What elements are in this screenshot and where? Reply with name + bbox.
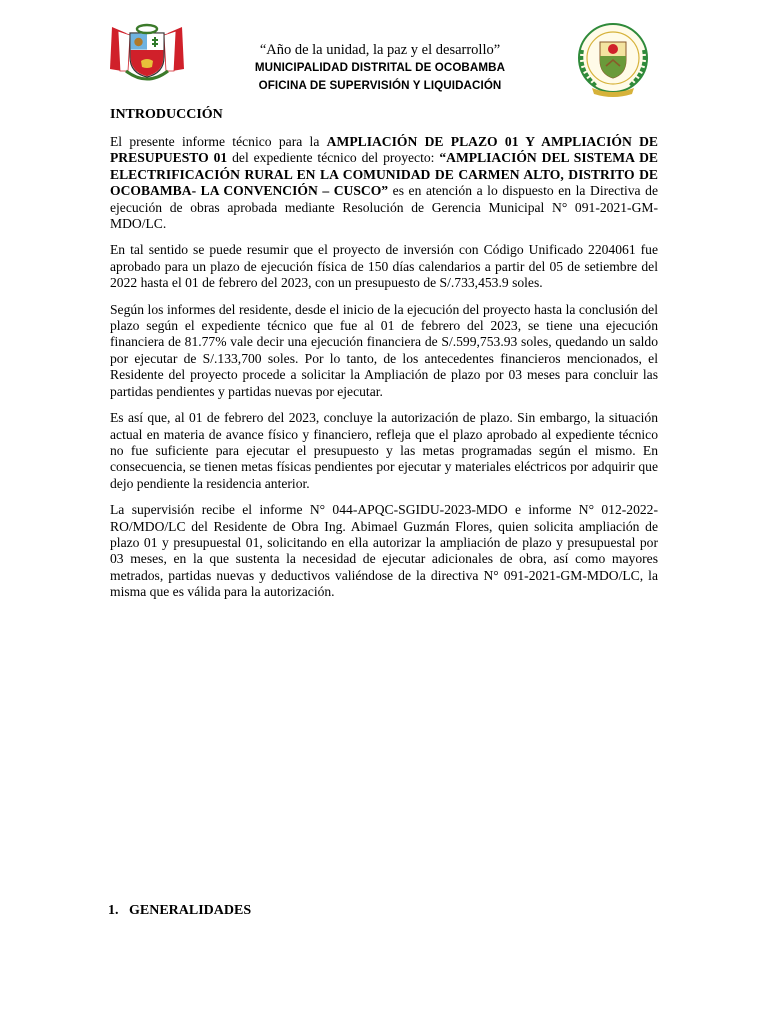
paragraph-1-bold-project-name: “AMPLIACIÓN DEL SISTEMA DE ELECTRIFICACIÓN RURAL EN LA COMUNIDAD DE CARMEN ALTO, DISTRITO DE OCOBAMBA- LA CONVENCIÓN – CUSCO” xyxy=(110,150,658,199)
letterhead-text xyxy=(210,41,550,95)
paragraph-1-text-a: El presente informe técnico para la xyxy=(110,134,327,149)
paragraph-1-bold-scope: AMPLIACIÓN DE PLAZO 01 Y AMPLIACIÓN DE PRESUPUESTO 01 xyxy=(110,134,658,166)
report-body xyxy=(110,106,658,611)
paragraph-5: La supervisión recibe el informe N° 044-APQC-SGIDU-2023-MDO e informe N° 012-2022-RO/MDO/LC del Residente de Obra Ing. Abimael Guzmán Flores, quien solicita ampliación de plazo 01 y presupuestal 01, solicitando en ella autorizar la ampliación de plazo y presupuestal por 03 meses, en la que sustenta la necesidad de ejecutar adicionales de obra, así como mayores metrados, partidas nuevas y deductivos valiéndose de la directiva N° 091-2021-GM-MDO/LC, la misma que es válida para la autorización. xyxy=(110,502,658,600)
paragraph-3: Según los informes del residente, desde el inicio de la ejecución del proyecto hasta la conclusión del plazo según el expediente técnico que fue al 01 de febrero del 2023, se tiene una ejecución financiera de 81.77% vale decir una ejecución financiera de S/.599,753.93 soles, quedando un saldo por ejecutar de S/.133,700 soles. Por lo tanto, de los antecedentes financieros mencionados, el Residente del proyecto procede a solicitar la Ampliación de plazo por 03 meses para concluir las partidas pendientes y partidas nuevas por ejecutar. xyxy=(110,301,658,399)
peru-coat-of-arms-icon xyxy=(108,23,186,85)
section-title: GENERALIDADES xyxy=(129,903,252,918)
ocobamba-municipal-seal-icon xyxy=(570,20,656,100)
section-title-introduction: INTRODUCCIÓN xyxy=(110,107,223,122)
letterhead xyxy=(100,20,660,102)
paragraph-4: Es así que, al 01 de febrero del 2023, concluye la autorización de plazo. Sin embargo, la situación actual en materia de avance físico y financiero, refleja que el plazo aprobado al expediente técnico no fue suficiente para ejecutar el presupuesto y las metas programadas según el mismo. En consecuencia, se tienen metas físicas pendientes por ejecutar y materiales eléctricos por adquirir que dejo pendiente la residencia anterior. xyxy=(110,410,658,491)
paragraph-2: En tal sentido se puede resumir que el proyecto de inversión con Código Unificado 2204061 fue aprobado para un plazo de ejecución física de 150 días calendarios a partir del 05 de setiembre del 2022 hasta el 01 de febrero del 2023, con un presupuesto de S/.733,453.9 soles. xyxy=(110,242,658,291)
office-name: OFICINA DE SUPERVISIÓN Y LIQUIDACIÓN xyxy=(258,79,502,92)
paragraph-1 xyxy=(110,134,658,232)
municipality-name: MUNICIPALIDAD DISTRITAL DE OCOBAMBA xyxy=(254,61,506,74)
year-motto: “Año de la unidad, la paz y el desarrollo” xyxy=(259,42,501,58)
paragraph-1-text-c: del expediente técnico del proyecto: xyxy=(227,150,440,166)
section-heading-generalidades xyxy=(108,903,251,919)
section-number: 1. xyxy=(108,903,119,918)
paragraph-1-text-e: es en atención a lo dispuesto en la Directiva de ejecución de obras aprobada mediante Resolución de Gerencia Municipal N° 091-2021-GM-MDO/LC. xyxy=(110,183,658,232)
